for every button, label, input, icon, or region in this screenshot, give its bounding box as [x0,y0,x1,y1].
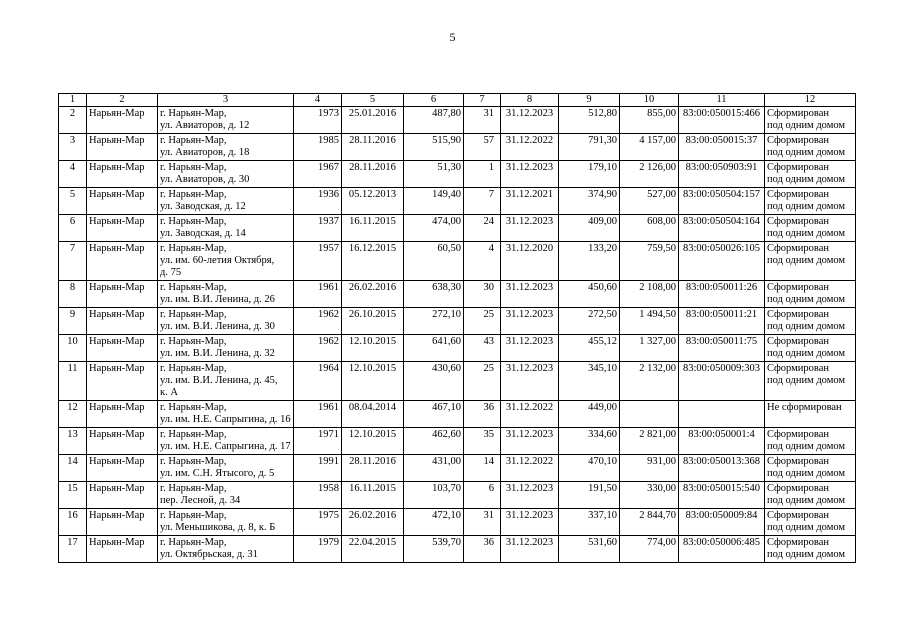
city-cell: Нарьян-Мар [87,215,158,242]
cadastral-cell: 83:00:050015:540 [679,482,765,509]
address-cell-line: г. Нарьян-Мар, [160,108,227,119]
land-area-cell: 608,00 [620,215,679,242]
column-number: 2 [87,94,158,107]
column-number: 7 [464,94,501,107]
status-cell-line: под одним домом [767,321,846,332]
address-cell-line: ул. Авиаторов, д. 30 [160,174,250,185]
year-cell: 1975 [294,509,342,536]
address-cell-line: ул. Авиаторов, д. 12 [160,120,250,131]
column-number: 1 [59,94,87,107]
address-cell [158,215,294,242]
date-cell: 12.10.2015 [342,335,404,362]
date-cell: 16.12.2015 [342,242,404,281]
status-cell [765,188,856,215]
table-row [59,134,856,161]
date-cell: 26.10.2015 [342,308,404,335]
status-cell-line: под одним домом [767,255,846,266]
column-number: 8 [501,94,559,107]
address-cell [158,161,294,188]
area-cell: 179,10 [559,161,620,188]
address-cell [158,107,294,134]
date-cell: 28.11.2016 [342,161,404,188]
address-cell [158,536,294,563]
row-number: 8 [59,281,87,308]
row-number: 7 [59,242,87,281]
cadastral-cell: 83:00:050006:485 [679,536,765,563]
date-cell: 25.01.2016 [342,107,404,134]
status-cell-line: под одним домом [767,228,846,239]
date-cell: 16.11.2015 [342,215,404,242]
column-number: 5 [342,94,404,107]
table-row [59,362,856,401]
status-cell [765,281,856,308]
city-cell: Нарьян-Мар [87,335,158,362]
address-cell-line: г. Нарьян-Мар, [160,282,227,293]
address-cell-line: д. 75 [160,267,182,278]
area-cell: 409,00 [559,215,620,242]
year-cell: 1985 [294,134,342,161]
address-cell [158,428,294,455]
city-cell: Нарьян-Мар [87,509,158,536]
address-cell-line: ул. им. В.И. Ленина, д. 45, [160,375,278,386]
cadastral-cell: 83:00:050009:303 [679,362,765,401]
row-number: 2 [59,107,87,134]
city-cell: Нарьян-Мар [87,281,158,308]
area-cell: 512,80 [559,107,620,134]
address-cell [158,188,294,215]
deadline-cell: 31.12.2023 [501,308,559,335]
table-row [59,161,856,188]
status-cell-line: под одним домом [767,375,846,386]
table-row [59,107,856,134]
city-cell: Нарьян-Мар [87,482,158,509]
cadastral-cell: 83:00:050011:26 [679,281,765,308]
address-cell-line: ул. Заводская, д. 14 [160,228,246,239]
deadline-cell: 31.12.2023 [501,107,559,134]
row-number: 14 [59,455,87,482]
land-area-cell: 759,50 [620,242,679,281]
address-cell-line: г. Нарьян-Мар, [160,483,227,494]
address-cell-line: г. Нарьян-Мар, [160,363,227,374]
city-cell: Нарьян-Мар [87,536,158,563]
cadastral-cell: 83:00:050015:466 [679,107,765,134]
count-cell: 24 [464,215,501,242]
status-cell-line: Сформирован [767,189,830,200]
count-cell: 31 [464,107,501,134]
cadastral-cell: 83:00:050013:368 [679,455,765,482]
status-cell-line: Сформирован [767,135,830,146]
cadastral-cell: 83:00:050009:84 [679,509,765,536]
address-cell [158,509,294,536]
year-cell: 1971 [294,428,342,455]
deadline-cell: 31.12.2020 [501,242,559,281]
table-row [59,281,856,308]
status-cell-line: под одним домом [767,294,846,305]
address-cell [158,335,294,362]
status-cell-line: Сформирован [767,309,830,320]
status-cell-line: Сформирован [767,108,830,119]
year-cell: 1936 [294,188,342,215]
land-area-cell: 2 844,70 [620,509,679,536]
status-cell-line: Сформирован [767,243,830,254]
column-number: 6 [404,94,464,107]
year-cell: 1979 [294,536,342,563]
table-row [59,335,856,362]
status-cell-line: Сформирован [767,216,830,227]
count-cell: 6 [464,482,501,509]
housing-registry-table [58,93,856,563]
area-cell: 345,10 [559,362,620,401]
status-cell [765,536,856,563]
status-cell-line: под одним домом [767,468,846,479]
area-cell: 539,70 [404,536,464,563]
row-number: 10 [59,335,87,362]
land-area-cell: 1 327,00 [620,335,679,362]
cadastral-cell: 83:00:050026:105 [679,242,765,281]
table-row [59,308,856,335]
cadastral-cell: 83:00:050015:37 [679,134,765,161]
status-cell [765,107,856,134]
year-cell: 1937 [294,215,342,242]
status-cell-line: Сформирован [767,162,830,173]
area-cell: 272,50 [559,308,620,335]
address-cell [158,308,294,335]
status-cell-line: Сформирован [767,429,830,440]
year-cell: 1961 [294,281,342,308]
address-cell-line: г. Нарьян-Мар, [160,402,227,413]
area-cell: 638,30 [404,281,464,308]
area-cell: 450,60 [559,281,620,308]
column-number-row [59,94,856,107]
area-cell: 191,50 [559,482,620,509]
address-cell-line: г. Нарьян-Мар, [160,537,227,548]
status-cell-line: под одним домом [767,441,846,452]
date-cell: 16.11.2015 [342,482,404,509]
count-cell: 14 [464,455,501,482]
deadline-cell: 31.12.2023 [501,362,559,401]
status-cell-line: Сформирован [767,336,830,347]
year-cell: 1958 [294,482,342,509]
city-cell: Нарьян-Мар [87,242,158,281]
status-cell [765,242,856,281]
address-cell-line: г. Нарьян-Мар, [160,135,227,146]
deadline-cell: 31.12.2023 [501,428,559,455]
table-row [59,536,856,563]
year-cell: 1961 [294,401,342,428]
cadastral-cell: 83:00:050504:157 [679,188,765,215]
date-cell: 28.11.2016 [342,455,404,482]
status-cell [765,308,856,335]
deadline-cell: 31.12.2022 [501,455,559,482]
address-cell [158,482,294,509]
city-cell: Нарьян-Мар [87,308,158,335]
area-cell: 272,10 [404,308,464,335]
status-cell-line: Сформирован [767,510,830,521]
table-row [59,401,856,428]
address-cell-line: г. Нарьян-Мар, [160,162,227,173]
date-cell: 05.12.2013 [342,188,404,215]
city-cell: Нарьян-Мар [87,161,158,188]
area-cell: 103,70 [404,482,464,509]
area-cell: 133,20 [559,242,620,281]
address-cell [158,362,294,401]
status-cell [765,161,856,188]
area-cell: 374,90 [559,188,620,215]
date-cell: 22.04.2015 [342,536,404,563]
status-cell-line: Сформирован [767,483,830,494]
column-number: 10 [620,94,679,107]
area-cell: 515,90 [404,134,464,161]
row-number: 15 [59,482,87,509]
table-row [59,242,856,281]
cadastral-cell: 83:00:050903:91 [679,161,765,188]
address-cell [158,455,294,482]
table-row [59,215,856,242]
cadastral-cell [679,401,765,428]
address-cell-line: ул. им. В.И. Ленина, д. 30 [160,321,275,332]
status-cell [765,428,856,455]
date-cell: 26.02.2016 [342,509,404,536]
area-cell: 149,40 [404,188,464,215]
area-cell: 431,00 [404,455,464,482]
land-area-cell: 4 157,00 [620,134,679,161]
deadline-cell: 31.12.2022 [501,401,559,428]
address-cell-line: ул. им. Н.Е. Сапрыгина, д. 17 [160,441,291,452]
address-cell [158,401,294,428]
address-cell-line: к. А [160,387,178,398]
table-row [59,509,856,536]
address-cell-line: ул. им. В.И. Ленина, д. 26 [160,294,275,305]
date-cell: 26.02.2016 [342,281,404,308]
status-cell-line: под одним домом [767,147,846,158]
address-cell-line: пер. Лесной, д. 34 [160,495,241,506]
address-cell-line: ул. им. В.И. Ленина, д. 32 [160,348,275,359]
table-row [59,455,856,482]
status-cell-line: под одним домом [767,522,846,533]
status-cell [765,482,856,509]
deadline-cell: 31.12.2023 [501,509,559,536]
area-cell: 467,10 [404,401,464,428]
status-cell [765,401,856,428]
address-cell [158,242,294,281]
status-cell-line: Сформирован [767,282,830,293]
column-number: 12 [765,94,856,107]
area-cell: 470,10 [559,455,620,482]
row-number: 12 [59,401,87,428]
count-cell: 25 [464,362,501,401]
count-cell: 57 [464,134,501,161]
address-cell-line: ул. Авиаторов, д. 18 [160,147,250,158]
land-area-cell: 2 126,00 [620,161,679,188]
status-cell-line: под одним домом [767,201,846,212]
deadline-cell: 31.12.2023 [501,335,559,362]
address-cell-line: ул. им. С.Н. Ятысого, д. 5 [160,468,275,479]
status-cell-line: под одним домом [767,495,846,506]
address-cell-line: г. Нарьян-Мар, [160,243,227,254]
deadline-cell: 31.12.2022 [501,134,559,161]
status-cell-line: Сформирован [767,363,830,374]
area-cell: 51,30 [404,161,464,188]
column-number: 11 [679,94,765,107]
count-cell: 4 [464,242,501,281]
land-area-cell: 2 821,00 [620,428,679,455]
status-cell [765,362,856,401]
status-cell-line: под одним домом [767,120,846,131]
status-cell-line: под одним домом [767,174,846,185]
year-cell: 1964 [294,362,342,401]
area-cell: 455,12 [559,335,620,362]
city-cell: Нарьян-Мар [87,134,158,161]
area-cell: 487,80 [404,107,464,134]
row-number: 5 [59,188,87,215]
land-area-cell: 527,00 [620,188,679,215]
area-cell: 449,00 [559,401,620,428]
area-cell: 641,60 [404,335,464,362]
address-cell-line: г. Нарьян-Мар, [160,456,227,467]
land-area-cell [620,401,679,428]
date-cell: 12.10.2015 [342,428,404,455]
area-cell: 474,00 [404,215,464,242]
status-cell [765,335,856,362]
land-area-cell: 2 132,00 [620,362,679,401]
area-cell: 531,60 [559,536,620,563]
address-cell-line: г. Нарьян-Мар, [160,336,227,347]
area-cell: 462,60 [404,428,464,455]
cadastral-cell: 83:00:050011:21 [679,308,765,335]
address-cell-line: ул. Октябрьская, д. 31 [160,549,258,560]
city-cell: Нарьян-Мар [87,188,158,215]
address-cell-line: г. Нарьян-Мар, [160,510,227,521]
row-number: 13 [59,428,87,455]
land-area-cell: 774,00 [620,536,679,563]
area-cell: 334,60 [559,428,620,455]
row-number: 6 [59,215,87,242]
cadastral-cell: 83:00:050011:75 [679,335,765,362]
count-cell: 31 [464,509,501,536]
address-cell-line: ул. им. 60-летия Октября, [160,255,275,266]
date-cell: 12.10.2015 [342,362,404,401]
count-cell: 35 [464,428,501,455]
land-area-cell: 2 108,00 [620,281,679,308]
area-cell: 337,10 [559,509,620,536]
row-number: 3 [59,134,87,161]
status-cell-line: Сформирован [767,456,830,467]
address-cell [158,134,294,161]
cadastral-cell: 83:00:050504:164 [679,215,765,242]
address-cell-line: ул. Меньшикова, д. 8, к. Б [160,522,276,533]
deadline-cell: 31.12.2023 [501,215,559,242]
count-cell: 25 [464,308,501,335]
city-cell: Нарьян-Мар [87,362,158,401]
land-area-cell: 330,00 [620,482,679,509]
address-cell-line: г. Нарьян-Мар, [160,189,227,200]
row-number: 9 [59,308,87,335]
count-cell: 36 [464,536,501,563]
area-cell: 60,50 [404,242,464,281]
address-cell-line: ул. им. Н.Е. Сапрыгина, д. 16 [160,414,291,425]
count-cell: 43 [464,335,501,362]
year-cell: 1962 [294,335,342,362]
land-area-cell: 1 494,50 [620,308,679,335]
row-number: 17 [59,536,87,563]
status-cell [765,455,856,482]
year-cell: 1957 [294,242,342,281]
land-area-cell: 855,00 [620,107,679,134]
address-cell-line: г. Нарьян-Мар, [160,429,227,440]
land-area-cell: 931,00 [620,455,679,482]
status-cell-line: под одним домом [767,549,846,560]
count-cell: 30 [464,281,501,308]
status-cell [765,509,856,536]
city-cell: Нарьян-Мар [87,401,158,428]
address-cell-line: г. Нарьян-Мар, [160,309,227,320]
table-row [59,188,856,215]
city-cell: Нарьян-Мар [87,107,158,134]
deadline-cell: 31.12.2023 [501,161,559,188]
address-cell-line: г. Нарьян-Мар, [160,216,227,227]
area-cell: 430,60 [404,362,464,401]
status-cell [765,134,856,161]
date-cell: 28.11.2016 [342,134,404,161]
city-cell: Нарьян-Мар [87,455,158,482]
row-number: 11 [59,362,87,401]
column-number: 9 [559,94,620,107]
address-cell-line: ул. Заводская, д. 12 [160,201,246,212]
status-cell-line: Не сформирован [767,402,842,413]
count-cell: 7 [464,188,501,215]
deadline-cell: 31.12.2023 [501,536,559,563]
area-cell: 791,30 [559,134,620,161]
date-cell: 08.04.2014 [342,401,404,428]
status-cell-line: под одним домом [767,348,846,359]
status-cell-line: Сформирован [767,537,830,548]
year-cell: 1991 [294,455,342,482]
row-number: 16 [59,509,87,536]
address-cell [158,281,294,308]
column-number: 4 [294,94,342,107]
table-row [59,482,856,509]
deadline-cell: 31.12.2023 [501,482,559,509]
year-cell: 1967 [294,161,342,188]
count-cell: 1 [464,161,501,188]
deadline-cell: 31.12.2021 [501,188,559,215]
status-cell [765,215,856,242]
deadline-cell: 31.12.2023 [501,281,559,308]
page-number: 5 [449,30,456,44]
count-cell: 36 [464,401,501,428]
cadastral-cell: 83:00:050001:4 [679,428,765,455]
column-number: 3 [158,94,294,107]
row-number: 4 [59,161,87,188]
year-cell: 1962 [294,308,342,335]
table-row [59,428,856,455]
city-cell: Нарьян-Мар [87,428,158,455]
year-cell: 1973 [294,107,342,134]
area-cell: 472,10 [404,509,464,536]
